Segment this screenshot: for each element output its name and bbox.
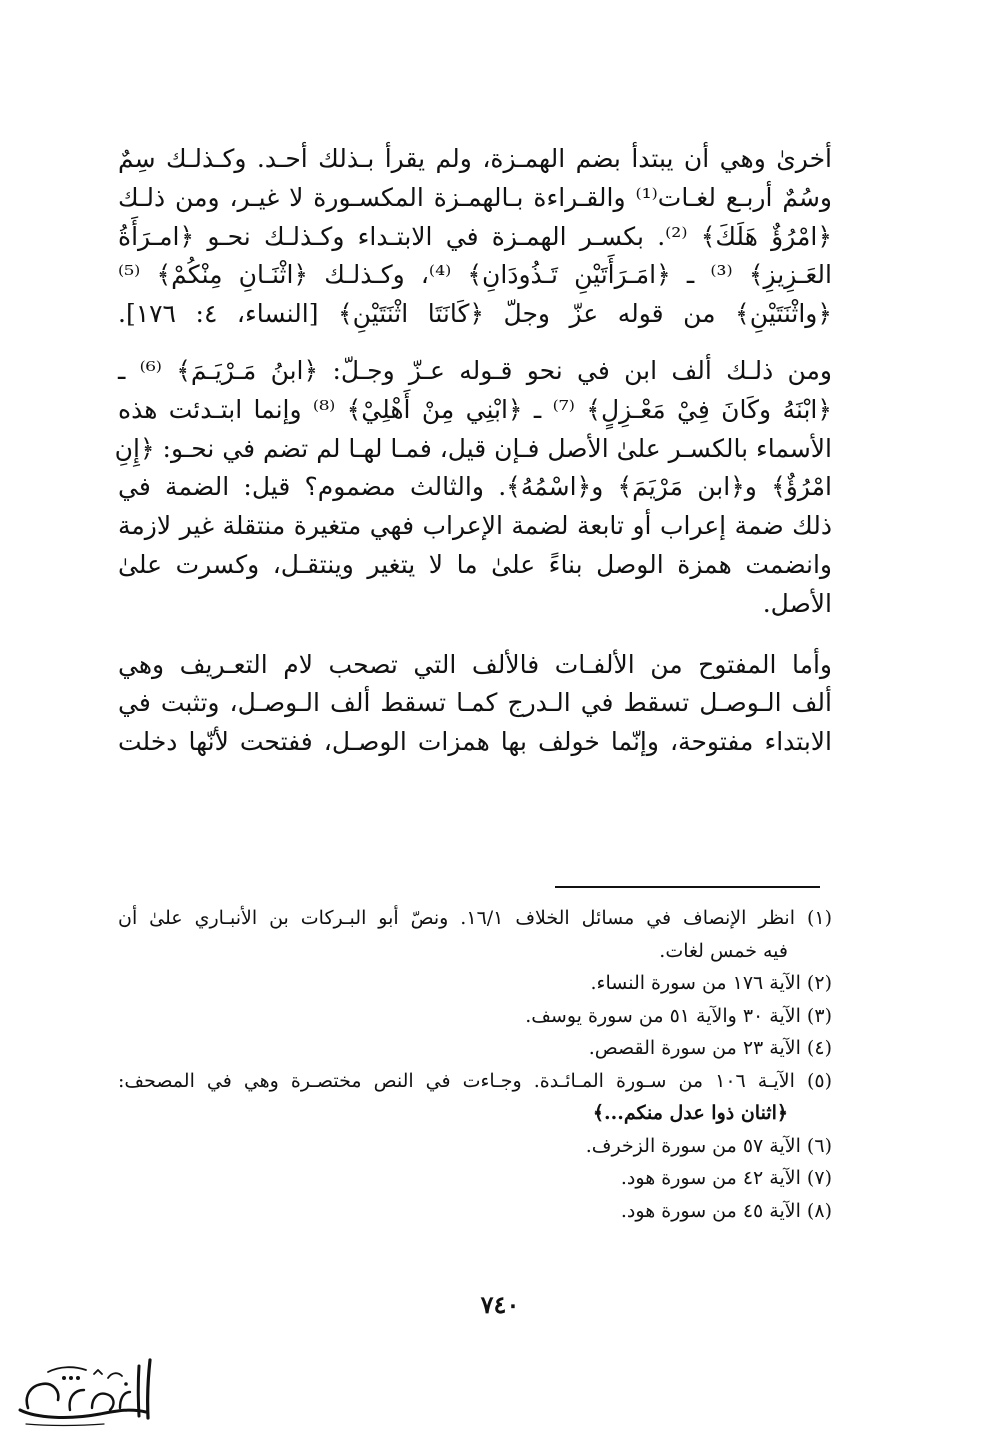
footnote-4: (٤) الآية ٢٣ من سورة القصص. — [588, 1037, 832, 1059]
footnote-1-continuation: فيه خمس لغات. — [659, 939, 788, 962]
page-number: ٧٤٠ — [480, 1290, 520, 1319]
text-line: ألف الـوصـل تسقط في الـدرج كمـا تسقط ألف الـوصـل، وتثبت في — [118, 688, 832, 718]
paragraph-gap — [118, 334, 832, 352]
footnote-8: (٨) الآية ٤٥ من سورة هود. — [620, 1199, 832, 1222]
footnotes — [118, 902, 832, 1227]
text-line: ﴿واثْنَتَيْنِ﴾ من قوله عزّ وجلّ ﴿كَانَتَا اثْنَتَيْنِ﴾ [النساء، ٤: ١٧٦]. — [118, 299, 832, 329]
footnote-2: (٢) الآية ١٧٦ من سورة النساء. — [590, 972, 832, 994]
footnote-7: (٧) الآية ٤٢ من سورة هود. — [620, 1167, 832, 1189]
text-line: الأسماء بالكسـر علىٰ الأصل فـإن قيل، فمـا لهـا لم تضم في نحـو: ﴿إِنِ — [114, 433, 832, 463]
paragraph-1 — [118, 140, 832, 334]
calligraphy-logo-icon — [8, 1352, 158, 1432]
paragraph-gap — [118, 624, 832, 646]
footnote-3: (٣) الآية ٣٠ والآية ٥١ من سورة يوسف. — [525, 1004, 832, 1027]
footnote-5-continuation: ﴿اثنان ذوا عدل منكم...﴾ — [592, 1102, 788, 1124]
paragraph-2 — [114, 352, 832, 624]
text-line: العَـزِيزِ﴾ ⁽³⁾ ـ ﴿امَـرَأَتَيْنِ تَـذُودَانِ﴾ ⁽⁴⁾، وكـذلـك ﴿اثْنَـانِ مِنْكُمْ﴾ ⁽⁵⁾ — [118, 260, 832, 290]
text-line: ومن ذلـك ألف ابن في نحو قـوله عـزّ وجـلّ: ﴿ابنُ مَـرْيَـمَ﴾ ⁽⁶⁾ ـ — [118, 355, 832, 385]
text-line: وانضمت همزة الوصل بناءً علىٰ ما لا يتغير وينتقـل، وكسرت علىٰ — [118, 549, 832, 579]
text-line: ذلك ضمة إعراب أو تابعة لضمة الإعراب فهي متغيرة منتقلة غير لازمة — [118, 511, 832, 541]
text-line: الأصل. — [762, 588, 832, 618]
text-line: أخرىٰ وهي أن يبتدأ بضم الهمـزة، ولم يقرأ بـذلك أحـد. وكـذلـك سِمٌ — [118, 144, 832, 173]
body-text — [114, 140, 833, 762]
footnote-6: (٦) الآية ٥٧ من سورة الزخرف. — [585, 1134, 832, 1157]
paragraph-3 — [118, 646, 832, 762]
text-line: وسُمٌ أربـع لغـات⁽¹⁾ والقـراءة بـالهمـزة المكسـورة لا غيـر، ومن ذلـك — [118, 182, 833, 212]
text-line: ﴿ابْنَهُ وكَانَ فِيْ مَعْـزِلٍ﴾ ⁽⁷⁾ ـ ﴿ابْنِي مِنْ أَهْلِيْ﴾ ⁽⁸⁾ وإنما ابتـدئت هذه — [118, 394, 832, 424]
text-line: الابتداء مفتوحة، وإنّما خولف بها همزات الوصـل، ففتحت لأنّها دخلت — [118, 727, 832, 757]
text-line: ﴿امْرُؤٌ هَلَكَ﴾ ⁽²⁾. بكسـر الهمـزة في الابتـداء وكـذلـك نحـو ﴿امـرَأَةُ — [118, 221, 832, 251]
footnote-5: (٥) الآيـة ١٠٦ من سـورة المـائـدة. وجـاءت في النص مختصـرة وهي في المصحف: — [118, 1069, 832, 1092]
footnote-separator — [555, 886, 820, 888]
text-line: وأما المفتوح من الألفـات فالألف التي تصحب لام التعـريف وهي — [118, 649, 832, 679]
footnote-1: (١) انظر الإنصاف في مسائل الخلاف ١٦/١. ونصّ أبو البـركات بن الأنبـاري علىٰ أن — [118, 907, 833, 929]
text-line: امْرُؤٌ﴾ و﴿ابن مَرْيَمَ﴾ و﴿اسْمُهُ﴾. والثالث مضموم؟ قيل: الضمة في — [118, 472, 832, 502]
